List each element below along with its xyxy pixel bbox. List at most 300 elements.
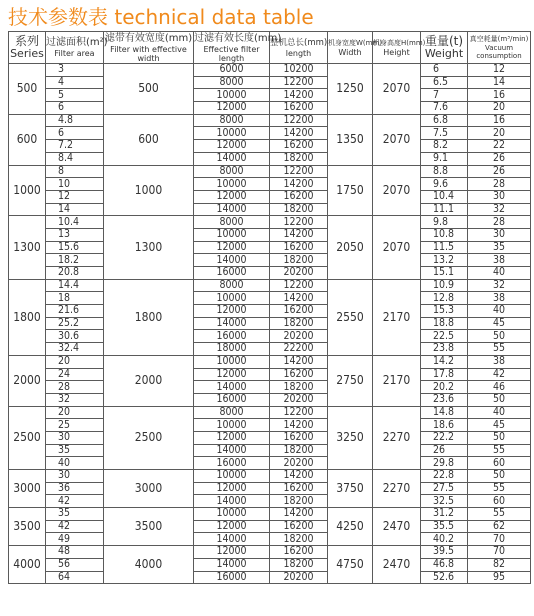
vacuum-cell: 38 (468, 292, 531, 305)
weight-cell: 22.5 (421, 330, 468, 343)
filter-area-cell: 12 (46, 190, 104, 203)
total-length-cell: 12200 (270, 279, 328, 292)
weight-cell: 8.8 (421, 165, 468, 178)
vacuum-cell: 82 (468, 558, 531, 571)
total-length-cell: 16200 (270, 368, 328, 381)
belt-width-cell: 600 (104, 114, 194, 165)
filter-length-cell: 14000 (194, 203, 270, 216)
body-width-cell: 2050 (328, 216, 373, 279)
filter-area-cell: 8 (46, 165, 104, 178)
filter-area-cell: 30.6 (46, 330, 104, 343)
header-series (9, 32, 46, 64)
filter-area-cell: 35 (46, 444, 104, 457)
body-height-cell: 2470 (373, 546, 421, 584)
filter-length-cell: 8000 (194, 279, 270, 292)
weight-cell: 12.8 (421, 292, 468, 305)
total-length-cell: 14200 (270, 178, 328, 191)
header-series-en: Series (10, 47, 44, 60)
header-total-length (270, 32, 328, 64)
filter-area-cell: 8.4 (46, 152, 104, 165)
table-row (9, 343, 531, 356)
belt-width-cell: 3000 (104, 470, 194, 508)
series-cell: 4000 (9, 546, 46, 584)
filter-area-cell: 4.8 (46, 114, 104, 127)
table-row (9, 470, 531, 483)
filter-area-cell: 35 (46, 508, 104, 521)
filter-area-cell: 30 (46, 470, 104, 483)
filter-area-cell: 10.4 (46, 216, 104, 229)
header-weight-en: Weight (424, 47, 464, 60)
filter-length-cell: 14000 (194, 495, 270, 508)
body-width-cell: 3750 (328, 470, 373, 508)
table-row (9, 241, 531, 254)
body-width-cell: 2550 (328, 279, 373, 355)
filter-area-cell: 7.2 (46, 140, 104, 153)
total-length-cell: 12200 (270, 406, 328, 419)
body-height-cell: 2070 (373, 165, 421, 216)
table-row (9, 76, 531, 89)
total-length-cell: 14200 (270, 419, 328, 432)
total-length-cell: 14200 (270, 89, 328, 102)
total-length-cell: 16200 (270, 482, 328, 495)
header-filter-length (194, 32, 282, 64)
table-row (9, 178, 531, 191)
weight-cell: 9.8 (421, 216, 468, 229)
belt-width-cell: 2500 (104, 406, 194, 469)
series-cell: 2500 (9, 406, 46, 469)
vacuum-cell: 60 (468, 495, 531, 508)
weight-cell: 35.5 (421, 520, 468, 533)
filter-area-cell: 4 (46, 76, 104, 89)
header-total-length-en: length (285, 49, 312, 58)
vacuum-cell: 45 (468, 419, 531, 432)
filter-area-cell: 49 (46, 533, 104, 546)
vacuum-cell: 42 (468, 368, 531, 381)
total-length-cell: 12200 (270, 165, 328, 178)
vacuum-cell: 30 (468, 190, 531, 203)
total-length-cell: 16200 (270, 190, 328, 203)
header-weight-cn: 重量(t) (424, 34, 464, 48)
filter-area-cell: 24 (46, 368, 104, 381)
table-row (9, 571, 531, 584)
filter-area-cell: 18 (46, 292, 104, 305)
filter-area-cell: 13 (46, 228, 104, 241)
vacuum-cell: 55 (468, 508, 531, 521)
weight-cell: 6.5 (421, 76, 468, 89)
weight-cell: 18.6 (421, 419, 468, 432)
total-length-cell: 10200 (270, 64, 328, 77)
table-row (9, 64, 531, 77)
vacuum-cell: 26 (468, 152, 531, 165)
total-length-cell: 16200 (270, 241, 328, 254)
total-length-cell: 20200 (270, 267, 328, 280)
vacuum-cell: 16 (468, 89, 531, 102)
filter-area-cell: 15.6 (46, 241, 104, 254)
filter-area-cell: 36 (46, 482, 104, 495)
page-title: 技术参数表 technical data table (8, 5, 314, 29)
total-length-cell: 12200 (270, 216, 328, 229)
body-height-cell: 2070 (373, 64, 421, 115)
series-cell: 3500 (9, 508, 46, 546)
table-row (9, 381, 531, 394)
table-row (9, 368, 531, 381)
table-row (9, 254, 531, 267)
body-width-cell: 1750 (328, 165, 373, 216)
belt-width-cell: 500 (104, 64, 194, 115)
vacuum-cell: 62 (468, 520, 531, 533)
filter-area-cell: 5 (46, 89, 104, 102)
filter-area-cell: 42 (46, 495, 104, 508)
header-body-width-en: Width (338, 47, 362, 57)
filter-length-cell: 16000 (194, 393, 270, 406)
vacuum-cell: 50 (468, 431, 531, 444)
filter-length-cell: 12000 (194, 431, 270, 444)
weight-cell: 13.2 (421, 254, 468, 267)
table-row (9, 305, 531, 318)
vacuum-cell: 40 (468, 267, 531, 280)
belt-width-cell: 4000 (104, 546, 194, 584)
total-length-cell: 20200 (270, 457, 328, 470)
filter-length-cell: 12000 (194, 368, 270, 381)
filter-length-cell: 14000 (194, 381, 270, 394)
vacuum-cell: 16 (468, 114, 531, 127)
filter-length-cell: 16000 (194, 267, 270, 280)
weight-cell: 10.4 (421, 190, 468, 203)
weight-cell: 40.2 (421, 533, 468, 546)
filter-area-cell: 14 (46, 203, 104, 216)
table-row (9, 533, 531, 546)
filter-length-cell: 12000 (194, 305, 270, 318)
series-cell: 1300 (9, 216, 46, 279)
filter-area-cell: 20.8 (46, 267, 104, 280)
belt-width-cell: 1800 (104, 279, 194, 355)
total-length-cell: 18200 (270, 317, 328, 330)
total-length-cell: 18200 (270, 444, 328, 457)
total-length-cell: 20200 (270, 393, 328, 406)
vacuum-cell: 60 (468, 457, 531, 470)
total-length-cell: 16200 (270, 431, 328, 444)
table-row (9, 457, 531, 470)
weight-cell: 7 (421, 89, 468, 102)
vacuum-cell: 26 (468, 165, 531, 178)
total-length-cell: 14200 (270, 355, 328, 368)
table-row (9, 190, 531, 203)
vacuum-cell: 38 (468, 254, 531, 267)
filter-area-cell: 20 (46, 406, 104, 419)
header-vacuum-cn: 真空耗量(m³/min) (469, 35, 529, 43)
filter-length-cell: 12000 (194, 190, 270, 203)
header-belt-width-cn: 滤带有效宽度(mm) (104, 32, 193, 44)
weight-cell: 10.9 (421, 279, 468, 292)
table-row (9, 216, 531, 229)
total-length-cell: 14200 (270, 508, 328, 521)
weight-cell: 23.8 (421, 343, 468, 356)
table-row (9, 495, 531, 508)
filter-area-cell: 14.4 (46, 279, 104, 292)
weight-cell: 23.6 (421, 393, 468, 406)
table-row (9, 317, 531, 330)
body-height-cell: 2470 (373, 508, 421, 546)
weight-cell: 26 (421, 444, 468, 457)
filter-length-cell: 10000 (194, 292, 270, 305)
filter-length-cell: 10000 (194, 419, 270, 432)
filter-length-cell: 16000 (194, 571, 270, 584)
series-cell: 2000 (9, 355, 46, 406)
weight-cell: 11.1 (421, 203, 468, 216)
weight-cell: 7.5 (421, 127, 468, 140)
vacuum-cell: 14 (468, 76, 531, 89)
filter-area-cell: 18.2 (46, 254, 104, 267)
filter-length-cell: 12000 (194, 241, 270, 254)
filter-area-cell: 32 (46, 393, 104, 406)
table-row (9, 152, 531, 165)
filter-length-cell: 10000 (194, 508, 270, 521)
total-length-cell: 12200 (270, 76, 328, 89)
total-length-cell: 16200 (270, 546, 328, 559)
vacuum-cell: 22 (468, 140, 531, 153)
total-length-cell: 14200 (270, 292, 328, 305)
filter-length-cell: 8000 (194, 216, 270, 229)
vacuum-cell: 55 (468, 482, 531, 495)
filter-length-cell: 14000 (194, 444, 270, 457)
table-row (9, 127, 531, 140)
table-row (9, 546, 531, 559)
filter-length-cell: 10000 (194, 89, 270, 102)
body-height-cell: 2170 (373, 355, 421, 406)
vacuum-cell: 28 (468, 178, 531, 191)
filter-length-cell: 6000 (194, 64, 270, 77)
filter-length-cell: 14000 (194, 533, 270, 546)
series-cell: 3000 (9, 470, 46, 508)
header-body-width (328, 32, 383, 64)
weight-cell: 27.5 (421, 482, 468, 495)
table-row (9, 203, 531, 216)
total-length-cell: 18200 (270, 203, 328, 216)
filter-length-cell: 14000 (194, 254, 270, 267)
total-length-cell: 18200 (270, 495, 328, 508)
body-width-cell: 2750 (328, 355, 373, 406)
filter-length-cell: 8000 (194, 114, 270, 127)
weight-cell: 14.2 (421, 355, 468, 368)
total-length-cell: 14200 (270, 127, 328, 140)
table-row (9, 558, 531, 571)
vacuum-cell: 50 (468, 330, 531, 343)
body-height-cell: 2270 (373, 406, 421, 469)
filter-length-cell: 12000 (194, 520, 270, 533)
filter-length-cell: 12000 (194, 140, 270, 153)
belt-width-cell: 2000 (104, 355, 194, 406)
header-filter-length-cn: 过滤有效长度(mm) (194, 32, 282, 44)
weight-cell: 6 (421, 64, 468, 77)
header-vacuum (468, 32, 531, 64)
filter-area-cell: 6 (46, 127, 104, 140)
filter-area-cell: 21.6 (46, 305, 104, 318)
filter-length-cell: 8000 (194, 76, 270, 89)
vacuum-cell: 46 (468, 381, 531, 394)
table-row (9, 355, 531, 368)
vacuum-cell: 32 (468, 203, 531, 216)
table-row (9, 267, 531, 280)
filter-length-cell: 18000 (194, 343, 270, 356)
weight-cell: 10.8 (421, 228, 468, 241)
filter-length-cell: 14000 (194, 317, 270, 330)
total-length-cell: 20200 (270, 571, 328, 584)
series-cell: 1000 (9, 165, 46, 216)
filter-length-cell: 14000 (194, 152, 270, 165)
weight-cell: 6.8 (421, 114, 468, 127)
filter-length-cell: 10000 (194, 178, 270, 191)
table-row (9, 482, 531, 495)
header-body-height-cn: 机身高度H(mm) (373, 38, 426, 47)
header-body-width-cn: 机身宽度W(mm) (328, 38, 383, 47)
weight-cell: 18.8 (421, 317, 468, 330)
header-belt-width-en: Filter with effective width (110, 44, 187, 63)
body-height-cell: 2170 (373, 279, 421, 355)
header-filter-area (46, 32, 108, 64)
weight-cell: 29.8 (421, 457, 468, 470)
table-row (9, 102, 531, 115)
weight-cell: 15.3 (421, 305, 468, 318)
total-length-cell: 12200 (270, 114, 328, 127)
header-filter-length-en: Effective filter length (203, 44, 260, 63)
header-total-length-cn: 整机总长(mm) (270, 38, 328, 48)
filter-area-cell: 25.2 (46, 317, 104, 330)
body-height-cell: 2270 (373, 470, 421, 508)
weight-cell: 11.5 (421, 241, 468, 254)
weight-cell: 39.5 (421, 546, 468, 559)
body-height-cell: 2070 (373, 114, 421, 165)
table-row (9, 165, 531, 178)
table-row (9, 444, 531, 457)
vacuum-cell: 55 (468, 343, 531, 356)
filter-area-cell: 64 (46, 571, 104, 584)
total-length-cell: 18200 (270, 558, 328, 571)
filter-length-cell: 8000 (194, 406, 270, 419)
vacuum-cell: 40 (468, 305, 531, 318)
weight-cell: 22.8 (421, 470, 468, 483)
header-body-height (373, 32, 426, 64)
body-width-cell: 3250 (328, 406, 373, 469)
series-cell: 600 (9, 114, 46, 165)
table-row (9, 520, 531, 533)
filter-area-cell: 56 (46, 558, 104, 571)
filter-area-cell: 25 (46, 419, 104, 432)
table-row (9, 114, 531, 127)
weight-cell: 9.6 (421, 178, 468, 191)
total-length-cell: 18200 (270, 381, 328, 394)
belt-width-cell: 1300 (104, 216, 194, 279)
body-width-cell: 1350 (328, 114, 373, 165)
filter-area-cell: 30 (46, 431, 104, 444)
belt-width-cell: 3500 (104, 508, 194, 546)
weight-cell: 7.6 (421, 102, 468, 115)
table-header-row (9, 32, 531, 64)
table-row (9, 393, 531, 406)
filter-area-cell: 6 (46, 102, 104, 115)
body-width-cell: 4250 (328, 508, 373, 546)
body-width-cell: 4750 (328, 546, 373, 584)
filter-area-cell: 48 (46, 546, 104, 559)
vacuum-cell: 95 (468, 571, 531, 584)
total-length-cell: 18200 (270, 533, 328, 546)
header-weight (421, 32, 468, 64)
filter-length-cell: 10000 (194, 470, 270, 483)
series-cell: 500 (9, 64, 46, 115)
vacuum-cell: 20 (468, 127, 531, 140)
table-row (9, 406, 531, 419)
filter-area-cell: 42 (46, 520, 104, 533)
total-length-cell: 14200 (270, 470, 328, 483)
filter-area-cell: 32.4 (46, 343, 104, 356)
vacuum-cell: 70 (468, 533, 531, 546)
weight-cell: 17.8 (421, 368, 468, 381)
weight-cell: 46.8 (421, 558, 468, 571)
vacuum-cell: 12 (468, 64, 531, 77)
filter-area-cell: 10 (46, 178, 104, 191)
total-length-cell: 22200 (270, 343, 328, 356)
filter-length-cell: 12000 (194, 102, 270, 115)
vacuum-cell: 40 (468, 406, 531, 419)
table-row (9, 508, 531, 521)
weight-cell: 20.2 (421, 381, 468, 394)
filter-area-cell: 40 (46, 457, 104, 470)
total-length-cell: 18200 (270, 152, 328, 165)
filter-length-cell: 10000 (194, 127, 270, 140)
vacuum-cell: 30 (468, 228, 531, 241)
table-row (9, 292, 531, 305)
table-row (9, 279, 531, 292)
filter-length-cell: 10000 (194, 228, 270, 241)
weight-cell: 8.2 (421, 140, 468, 153)
vacuum-cell: 28 (468, 216, 531, 229)
weight-cell: 22.2 (421, 431, 468, 444)
header-series-cn: 系列 (14, 34, 39, 48)
header-filter-area-cn: 过滤面积(m²) (46, 37, 108, 48)
table-row (9, 330, 531, 343)
total-length-cell: 14200 (270, 228, 328, 241)
table-row (9, 140, 531, 153)
vacuum-cell: 32 (468, 279, 531, 292)
vacuum-cell: 50 (468, 393, 531, 406)
weight-cell: 9.1 (421, 152, 468, 165)
weight-cell: 14.8 (421, 406, 468, 419)
series-cell: 1800 (9, 279, 46, 355)
body-height-cell: 2070 (373, 216, 421, 279)
table-row (9, 431, 531, 444)
technical-data-table (8, 31, 531, 584)
weight-cell: 31.2 (421, 508, 468, 521)
filter-area-cell: 20 (46, 355, 104, 368)
vacuum-cell: 38 (468, 355, 531, 368)
vacuum-cell: 35 (468, 241, 531, 254)
header-filter-area-en: Filter area (54, 49, 95, 58)
body-width-cell: 1250 (328, 64, 373, 115)
filter-length-cell: 16000 (194, 457, 270, 470)
table-row (9, 228, 531, 241)
vacuum-cell: 70 (468, 546, 531, 559)
belt-width-cell: 1000 (104, 165, 194, 216)
vacuum-cell: 50 (468, 470, 531, 483)
filter-length-cell: 10000 (194, 355, 270, 368)
filter-area-cell: 3 (46, 64, 104, 77)
total-length-cell: 16200 (270, 102, 328, 115)
weight-cell: 52.6 (421, 571, 468, 584)
filter-length-cell: 14000 (194, 558, 270, 571)
header-body-height-en: Height (383, 47, 410, 57)
table-body (9, 64, 531, 584)
header-belt-width (104, 32, 194, 64)
total-length-cell: 16200 (270, 140, 328, 153)
